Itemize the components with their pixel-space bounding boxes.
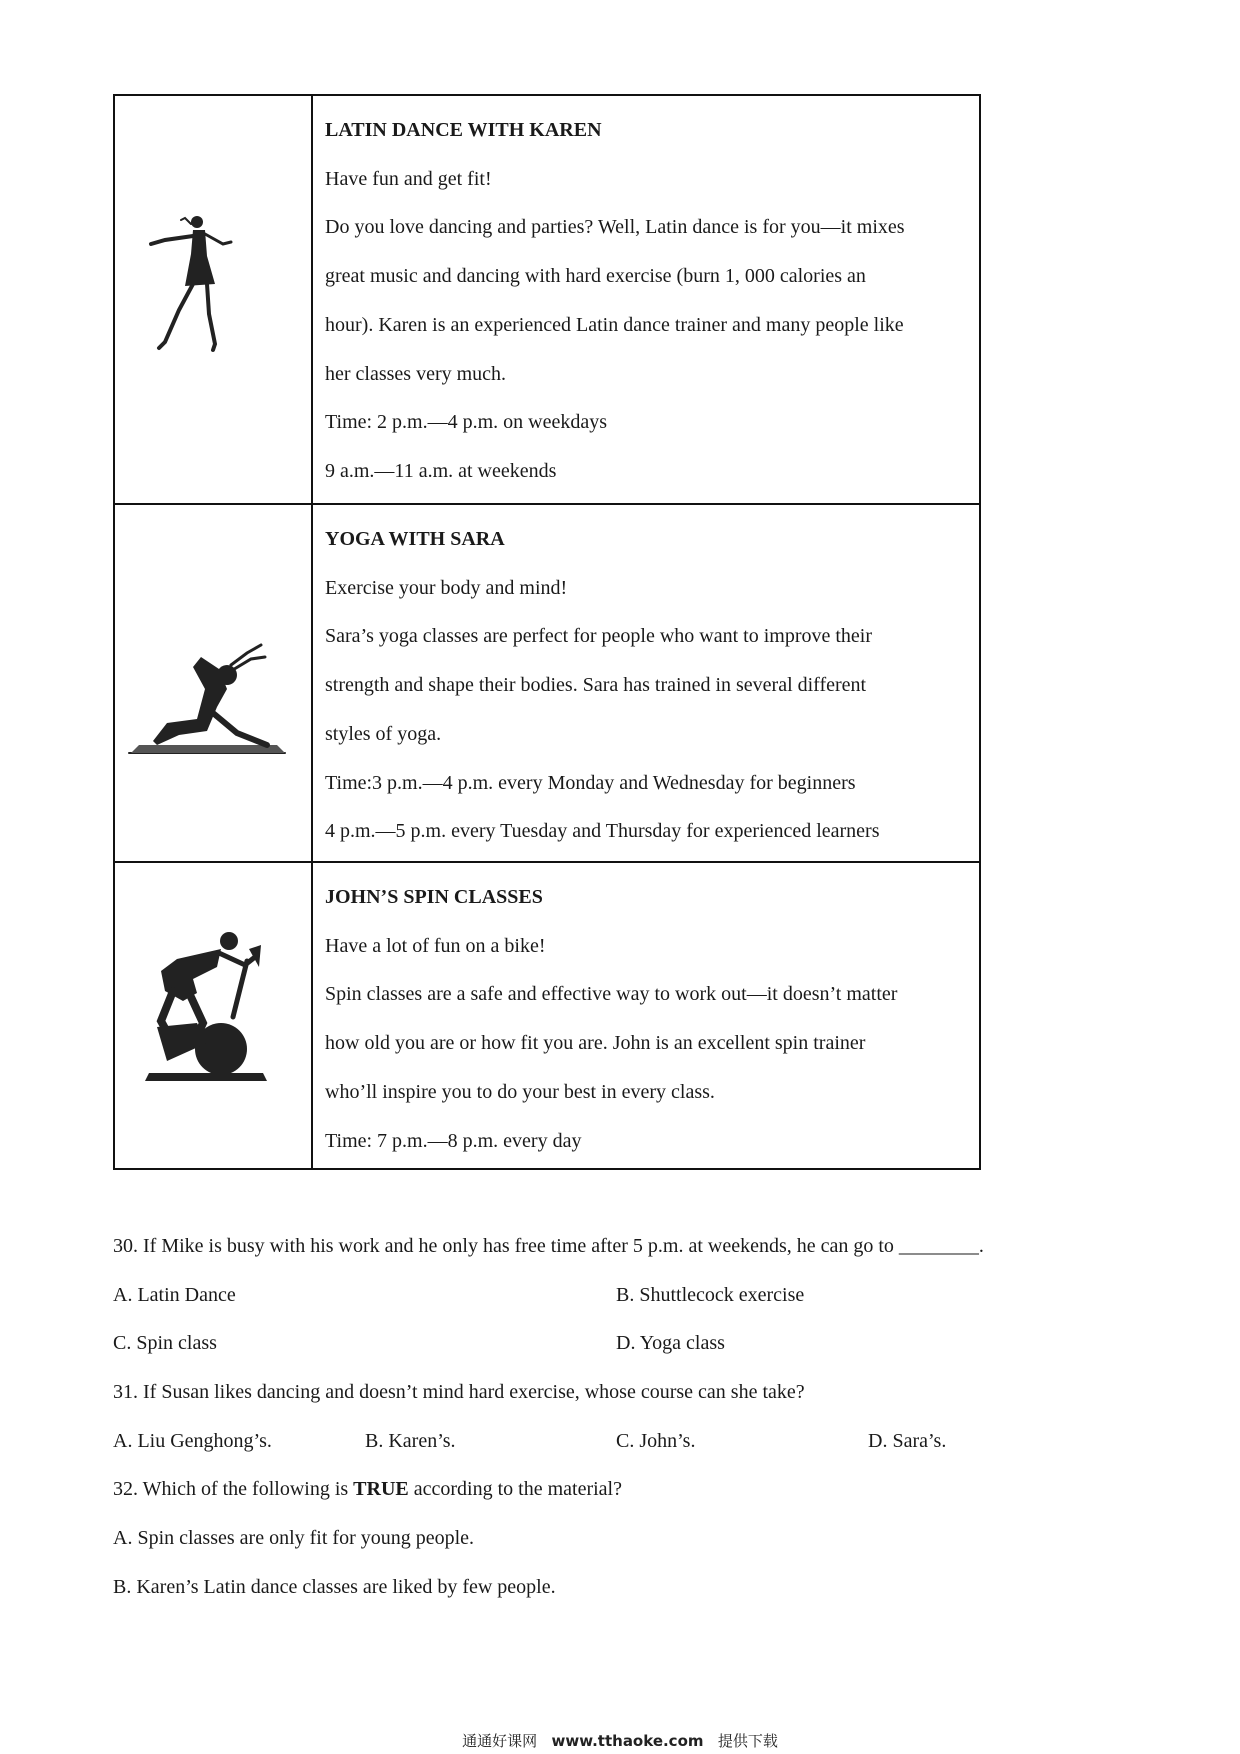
question-30-options-row2 (113, 1319, 1113, 1368)
questions-section (113, 1222, 1113, 1612)
question-32 (113, 1465, 1113, 1514)
question-32-option-b: B. Karen’s Latin dance classes are liked by few people. (113, 1575, 556, 1598)
question-30: 30. If Mike is busy with his work and he only has free time after 5 p.m. at weekends, he can go to ________. (113, 1235, 984, 1257)
latin-dance-image-cell (114, 95, 312, 504)
class-desc-line: her classes very much. (325, 362, 507, 385)
class-title: JOHN’S SPIN CLASSES (325, 886, 543, 908)
spin-text-cell (312, 862, 980, 1169)
footer-site-name: 通通好课网 (462, 1732, 538, 1750)
class-time: 4 p.m.—5 p.m. every Tuesday and Thursday for experienced learners (325, 820, 880, 843)
class-desc-line: how old you are or how fit you are. John is an excellent spin trainer (325, 1032, 866, 1055)
option-b: B. Shuttlecock exercise (616, 1283, 805, 1306)
footer-note: 提供下载 (717, 1732, 778, 1750)
class-desc-line: Do you love dancing and parties? Well, Latin dance is for you—it mixes (325, 216, 905, 239)
class-title: YOGA WITH SARA (325, 528, 505, 550)
latin-dancer-figure-icon (145, 214, 235, 354)
question-32-option-a: A. Spin classes are only fit for young people. (113, 1527, 475, 1550)
class-slogan: Have a lot of fun on a bike! (325, 934, 546, 957)
page-footer (0, 1730, 1240, 1751)
option-c: C. Spin class (113, 1332, 217, 1355)
question-32-text-before: 32. Which of the following is (113, 1478, 354, 1501)
class-time: Time: 2 p.m.—4 p.m. on weekdays (325, 411, 608, 434)
yoga-image-cell (114, 504, 312, 862)
class-desc-line: Sara’s yoga classes are perfect for people who want to improve their (325, 625, 873, 648)
class-row-latin-dance (114, 95, 980, 504)
option-a: A. Liu Genghong’s. (113, 1429, 272, 1452)
class-slogan: Exercise your body and mind! (325, 576, 568, 599)
class-desc-line: styles of yoga. (325, 722, 442, 745)
question-31-options (113, 1417, 1113, 1466)
class-time: 9 a.m.—11 a.m. at weekends (325, 459, 557, 482)
spin-bike-figure-icon (137, 931, 277, 1091)
option-a: A. Latin Dance (113, 1283, 236, 1306)
latin-dance-text-cell (312, 95, 980, 504)
class-desc-line: strength and shape their bodies. Sara has trained in several different (325, 674, 867, 697)
class-desc-line: who’ll inspire you to do your best in every class. (325, 1080, 715, 1103)
footer-url[interactable]: www.tthaoke.com (551, 1732, 704, 1750)
option-d: D. Yoga class (616, 1332, 725, 1355)
class-slogan: Have fun and get fit! (325, 167, 492, 190)
class-time: Time:3 p.m.—4 p.m. every Monday and Wednesday for beginners (325, 771, 856, 794)
class-time: Time: 7 p.m.—8 p.m. every day (325, 1129, 582, 1152)
fitness-classes-table (113, 94, 981, 1170)
question-32-text-after: according to the material? (408, 1478, 622, 1501)
question-32-emphasis: TRUE (353, 1478, 409, 1501)
spin-image-cell (114, 862, 312, 1169)
option-b: B. Karen’s. (365, 1429, 456, 1452)
class-desc-line: Spin classes are a safe and effective way to work out—it doesn’t matter (325, 983, 898, 1006)
class-desc-line: great music and dancing with hard exercise (burn 1, 000 calories an (325, 265, 866, 288)
question-31: 31. If Susan likes dancing and doesn’t mind hard exercise, whose course can she take? (113, 1381, 805, 1404)
yoga-text-cell (312, 504, 980, 862)
class-desc-line: hour). Karen is an experienced Latin dance trainer and many people like (325, 313, 904, 336)
question-30-options-row1 (113, 1271, 1113, 1320)
option-d: D. Sara’s. (868, 1429, 947, 1452)
class-row-spin (114, 862, 980, 1169)
option-c: C. John’s. (616, 1429, 696, 1452)
yoga-pose-figure-icon (127, 623, 297, 773)
class-title: LATIN DANCE WITH KAREN (325, 119, 602, 141)
class-row-yoga (114, 504, 980, 862)
